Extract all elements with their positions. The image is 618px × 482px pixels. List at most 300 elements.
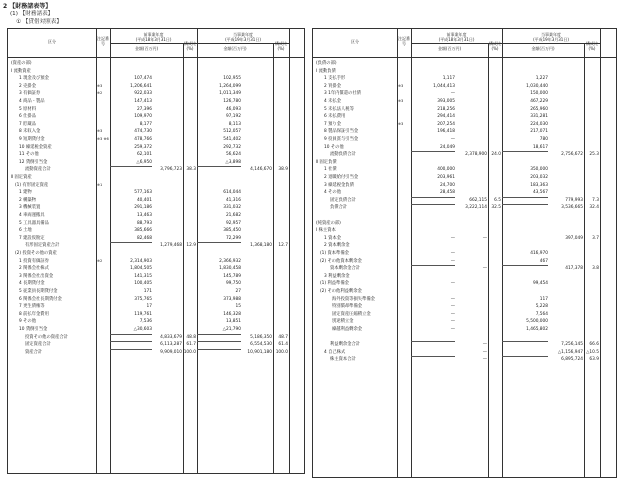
curr-detail-amount: 5,228 xyxy=(535,304,548,310)
table-row xyxy=(313,356,616,364)
row-label: 流動負債合計 xyxy=(330,152,356,158)
curr-detail-amount: 150,000 xyxy=(530,91,548,97)
prev-detail-amount: 196,418 xyxy=(437,129,455,135)
table-row xyxy=(8,121,304,129)
col-curr-date: (平成19年3月31日) xyxy=(225,37,261,42)
table-row xyxy=(8,136,304,144)
table-row xyxy=(313,250,616,258)
table-row xyxy=(8,75,304,83)
prev-detail-amount: — xyxy=(450,281,455,287)
prev-total-amount: — xyxy=(482,357,487,363)
row-label: 別途積立金 xyxy=(332,319,354,325)
table-row xyxy=(313,341,616,349)
table-row xyxy=(8,235,304,243)
curr-total-amount: 6,554,530 xyxy=(250,342,272,348)
curr-detail-amount: 541,402 xyxy=(223,137,241,142)
curr-detail-amount: 13,851 xyxy=(225,319,241,325)
curr-total-amount: 2,756,672 xyxy=(561,152,583,158)
prev-detail-amount: 40,401 xyxy=(136,197,152,203)
curr-detail-amount: 1,830,458 xyxy=(219,266,241,272)
curr-detail-amount: 203,032 xyxy=(530,175,548,180)
prev-detail-amount: 218,256 xyxy=(437,106,455,112)
curr-detail-amount: 5,500,000 xyxy=(526,319,548,325)
prev-total-amount: 3,796,723 xyxy=(160,167,182,173)
prev-detail-amount: 27,396 xyxy=(136,106,152,112)
table-row xyxy=(313,265,616,273)
curr-detail-amount: △3,898 xyxy=(225,159,241,165)
curr-detail-amount: 43,567 xyxy=(532,190,548,196)
row-label: Ⅰ 流動資産 xyxy=(11,68,31,74)
table-row xyxy=(8,258,304,266)
curr-detail-amount: 183,363 xyxy=(530,182,548,188)
row-label: 投資その他の資産合計 xyxy=(25,334,68,340)
curr-detail-amount: 92,957 xyxy=(225,220,241,226)
table-header xyxy=(313,29,616,58)
row-label: 2 関係会社株式 xyxy=(19,266,49,272)
table-row xyxy=(313,136,616,144)
prev-detail-amount: 259,372 xyxy=(134,144,152,150)
prev-ratio: 12.9 xyxy=(186,243,196,249)
prev-detail-amount: 17 xyxy=(146,304,152,310)
curr-detail-amount: 292,732 xyxy=(223,144,241,150)
curr-total-amount: △1,156,947 xyxy=(557,349,583,355)
curr-detail-amount: 467,229 xyxy=(530,99,548,104)
row-label: 3 1年内償還の社債 xyxy=(324,91,361,97)
col-note: 注記番号 xyxy=(97,36,109,46)
prev-ratio: 24.0 xyxy=(491,152,501,158)
table-row xyxy=(313,288,616,296)
table-row xyxy=(313,174,616,182)
row-label: 4 未払金 xyxy=(324,99,341,104)
row-note: ※2 xyxy=(97,91,103,96)
curr-detail-amount: 72,299 xyxy=(225,235,241,241)
table-row xyxy=(313,326,616,334)
prev-detail-amount: 207,254 xyxy=(437,121,455,127)
col-prev-date: (平成18年3月31日) xyxy=(438,37,475,42)
curr-detail-amount: 373,988 xyxy=(223,296,241,302)
row-label: 資本剰余金合計 xyxy=(330,266,361,272)
prev-detail-amount: 8,177 xyxy=(139,121,152,127)
col-prev-period: 前事業年度 xyxy=(446,32,467,37)
row-label: 4 その他 xyxy=(324,190,341,196)
financial-statements-heading: (1) 【財務諸表】 xyxy=(10,11,54,17)
curr-detail-amount: 102,955 xyxy=(223,76,241,82)
curr-detail-amount: 46,093 xyxy=(225,106,241,112)
row-label: 1 社債 xyxy=(324,167,337,173)
curr-detail-amount: 99,454 xyxy=(532,281,548,287)
prev-detail-amount: △6,950 xyxy=(136,159,152,165)
prev-total-amount: 3,222,114 xyxy=(465,205,487,211)
row-label: 固定負債合計 xyxy=(330,197,356,203)
row-label: 11 その他 xyxy=(19,152,39,158)
table-row xyxy=(8,83,304,91)
prev-detail-amount: 474,730 xyxy=(134,129,152,135)
row-label: 4 商品・製品 xyxy=(19,99,45,104)
row-label: 利益剰余金合計 xyxy=(330,342,361,348)
table-row xyxy=(313,303,616,311)
table-row xyxy=(313,159,616,167)
curr-detail-amount: 416,970 xyxy=(530,251,548,256)
prev-detail-amount: — xyxy=(450,137,455,142)
table-row xyxy=(8,197,304,205)
table-row xyxy=(313,273,616,281)
prev-detail-amount: 294,414 xyxy=(437,114,455,120)
curr-detail-amount: 7,564 xyxy=(535,311,548,317)
curr-detail-amount: 1,227 xyxy=(535,76,548,82)
row-label: 3 有価証券 xyxy=(19,91,41,97)
prev-total-amount: 2,378,900 xyxy=(465,152,487,158)
curr-ratio: 3.8 xyxy=(592,266,599,272)
col-curr-amount: 金額(百万円) xyxy=(223,46,247,51)
row-label: 8 未収入金 xyxy=(19,129,41,135)
prev-detail-amount: 203,961 xyxy=(437,175,455,180)
table-row xyxy=(8,265,304,273)
row-label: 7 建設仮勘定 xyxy=(19,235,45,241)
curr-ratio: △10.5 xyxy=(586,349,599,355)
row-label: 7 更生債権等 xyxy=(19,304,45,310)
row-label: 有形固定資産合計 xyxy=(25,243,60,249)
row-label: 5 未払法人税等 xyxy=(324,106,354,112)
curr-detail-amount: 18,617 xyxy=(532,144,548,150)
curr-total-amount: 7,256,145 xyxy=(561,342,583,348)
prev-detail-amount: 577,163 xyxy=(134,190,152,196)
table-row xyxy=(313,121,616,129)
curr-detail-amount: 1,264,099 xyxy=(219,83,241,89)
prev-detail-amount: 1,044,413 xyxy=(433,83,455,89)
curr-ratio: 7.3 xyxy=(592,197,599,203)
curr-detail-amount: 467 xyxy=(539,258,548,264)
row-label: 5 工具器具備品 xyxy=(19,220,49,226)
curr-detail-amount: 331,032 xyxy=(223,205,241,211)
row-label: 海外投資等損失準備金 xyxy=(332,296,375,302)
table-row xyxy=(8,166,304,174)
table-row xyxy=(8,189,304,197)
curr-ratio: 12.7 xyxy=(278,243,288,249)
table-row xyxy=(8,326,304,334)
curr-detail-amount: 512,057 xyxy=(223,129,241,135)
row-label: 9 その他 xyxy=(19,319,36,325)
table-row xyxy=(313,242,616,250)
row-label: (2) 投資その他の資産 xyxy=(15,251,57,256)
table-row xyxy=(313,204,616,212)
row-label: (純資産の部) xyxy=(316,220,341,226)
prev-detail-amount: 385,666 xyxy=(134,228,152,234)
row-label: 3 利益剰余金 xyxy=(324,273,350,279)
prev-detail-amount: 2,314,903 xyxy=(130,258,152,264)
table-row xyxy=(313,235,616,243)
row-label: 5 原材料 xyxy=(19,106,36,112)
row-label: 4 車両運搬具 xyxy=(19,213,45,218)
row-label: Ⅰ 株主資本 xyxy=(316,228,336,234)
row-label: 1 建物 xyxy=(19,190,32,196)
table-row xyxy=(313,98,616,106)
col-prev-amount: 金額(百万円) xyxy=(437,46,462,51)
row-label: 8 製品保証引当金 xyxy=(324,129,359,135)
curr-total-amount: 6,895,724 xyxy=(561,357,583,363)
balance-sheet-heading: ① 【貸借対照表】 xyxy=(16,19,62,25)
table-row xyxy=(8,204,304,212)
prev-ratio: 32.5 xyxy=(491,205,501,211)
prev-detail-amount: 171 xyxy=(143,289,152,294)
table-row xyxy=(313,106,616,114)
table-row xyxy=(8,212,304,220)
curr-ratio: 3.7 xyxy=(592,235,599,241)
prev-detail-amount: — xyxy=(450,258,455,264)
row-label: 株主資本合計 xyxy=(330,357,356,363)
prev-total-amount: — xyxy=(482,235,487,241)
curr-detail-amount: 97,192 xyxy=(225,114,241,120)
row-label: 資産合計 xyxy=(25,349,43,355)
table-row xyxy=(8,60,304,68)
table-row xyxy=(313,280,616,288)
prev-ratio: 48.8 xyxy=(186,334,196,340)
prev-detail-amount: 400,000 xyxy=(437,167,455,173)
row-note: ※1 xyxy=(97,182,103,187)
table-row xyxy=(313,227,616,235)
curr-detail-amount: 146,328 xyxy=(223,311,241,317)
row-label: 4 自己株式 xyxy=(324,349,346,355)
table-row xyxy=(313,220,616,228)
prev-detail-amount: 28,458 xyxy=(439,190,455,196)
curr-total-amount: 4,146,670 xyxy=(250,167,272,173)
table-row xyxy=(313,311,616,319)
row-label: 7 貯蔵品 xyxy=(19,121,36,127)
row-label: Ⅱ 固定負債 xyxy=(316,159,337,165)
prev-detail-amount: — xyxy=(450,251,455,256)
curr-total-amount: 3,536,665 xyxy=(561,205,583,211)
row-note: ※3 xyxy=(398,83,404,88)
curr-ratio: 38.9 xyxy=(278,167,288,173)
curr-detail-amount: 15 xyxy=(235,304,241,310)
table-row xyxy=(8,128,304,136)
row-label: 4 長期貸付金 xyxy=(19,281,45,287)
curr-detail-amount: 614,044 xyxy=(223,190,241,196)
curr-ratio: 48.7 xyxy=(278,334,288,340)
curr-ratio: 100.0 xyxy=(275,349,288,355)
row-label: 10 貸倒引当金 xyxy=(19,327,48,332)
prev-detail-amount: 13,463 xyxy=(136,213,152,218)
table-row xyxy=(313,113,616,121)
prev-detail-amount: 107,474 xyxy=(134,76,152,82)
prev-detail-amount: 82,468 xyxy=(136,235,152,241)
table-row xyxy=(8,288,304,296)
table-row xyxy=(8,98,304,106)
prev-total-amount: 9,909,010 xyxy=(160,349,182,355)
prev-detail-amount: 922,033 xyxy=(134,91,152,97)
row-label: 2 資本剰余金 xyxy=(324,243,350,249)
curr-detail-amount: 217,071 xyxy=(530,129,548,135)
table-row xyxy=(8,349,304,357)
row-label: (1) 資本準備金 xyxy=(320,251,349,256)
curr-total-amount: 1,368,180 xyxy=(250,243,272,249)
curr-detail-amount: 224,030 xyxy=(530,121,548,127)
col-prev-amount: 金額(百万円) xyxy=(134,46,159,51)
prev-detail-amount: 100,405 xyxy=(134,281,152,287)
curr-total-amount: 397,049 xyxy=(565,235,583,241)
curr-ratio: 25.3 xyxy=(589,152,599,158)
row-label: 6 土地 xyxy=(19,228,32,234)
prev-total-amount: 662,115 xyxy=(469,197,487,203)
row-label: 9 役員賞与引当金 xyxy=(324,137,359,142)
table-row xyxy=(8,90,304,98)
prev-detail-amount: △30,603 xyxy=(133,327,152,332)
col-note: 注記番号 xyxy=(398,36,410,46)
row-label: 1 資本金 xyxy=(324,235,341,241)
curr-total-amount: 5,186,350 xyxy=(250,334,272,340)
table-row xyxy=(8,151,304,159)
table-row xyxy=(313,349,616,357)
curr-detail-amount: △21,790 xyxy=(222,327,241,332)
table-row xyxy=(313,68,616,76)
row-label: 12 貸倒引当金 xyxy=(19,159,48,165)
row-label: (2) その他資本剰余金 xyxy=(320,258,362,264)
col-curr-period: 当事業年度 xyxy=(233,32,253,37)
row-label: 8 前払年金費用 xyxy=(19,311,49,317)
curr-detail-amount: 1,465,802 xyxy=(526,327,548,332)
row-label: Ⅱ 固定資産 xyxy=(11,175,32,180)
table-row xyxy=(313,90,616,98)
table-row xyxy=(8,250,304,258)
curr-detail-amount: 385,450 xyxy=(223,228,241,234)
prev-detail-amount: 375,765 xyxy=(134,296,152,302)
col-curr-period: 当事業年度 xyxy=(541,32,561,37)
col-category: 区分 xyxy=(48,39,56,44)
col-curr-ratio: 構成比(%) xyxy=(275,41,287,51)
prev-detail-amount: — xyxy=(450,235,455,241)
col-category: 区分 xyxy=(351,39,359,44)
row-label: 10 繰延税金資産 xyxy=(19,144,52,150)
curr-detail-amount: 27 xyxy=(235,289,241,294)
prev-detail-amount: 7,536 xyxy=(139,319,152,325)
prev-detail-amount: — xyxy=(450,311,455,317)
curr-ratio: 61.4 xyxy=(278,342,288,348)
table-row xyxy=(8,159,304,167)
table-row xyxy=(313,166,616,174)
curr-detail-amount: 145,789 xyxy=(223,273,241,279)
prev-total-amount: 6,113,287 xyxy=(160,342,182,348)
row-label: Ⅰ 流動負債 xyxy=(316,68,336,74)
curr-detail-amount: 126,780 xyxy=(223,99,241,104)
row-label: 2 買掛金 xyxy=(324,83,341,89)
row-label: 2 退職給付引当金 xyxy=(324,175,359,180)
row-note: ※3 xyxy=(97,83,103,88)
curr-ratio: 66.6 xyxy=(589,342,599,348)
table-row xyxy=(8,227,304,235)
prev-detail-amount: 24,700 xyxy=(439,182,455,188)
curr-detail-amount: 41,316 xyxy=(225,197,241,203)
curr-detail-amount: 331,281 xyxy=(530,114,548,120)
table-row xyxy=(313,75,616,83)
table-row xyxy=(313,189,616,197)
row-label: (1) 有形固定資産 xyxy=(15,182,49,188)
curr-detail-amount: 56,624 xyxy=(225,152,241,158)
row-note: ※3 xyxy=(398,121,404,126)
table-row xyxy=(313,182,616,190)
prev-detail-amount: 141,315 xyxy=(134,273,152,279)
prev-detail-amount: 24,049 xyxy=(439,144,455,150)
table-row xyxy=(8,68,304,76)
col-curr-ratio: 構成比(%) xyxy=(586,41,598,51)
prev-detail-amount: 119,761 xyxy=(134,311,152,317)
table-row xyxy=(8,273,304,281)
row-label: 繰越利益剰余金 xyxy=(332,327,363,332)
table-row xyxy=(313,212,616,220)
prev-total-amount: — xyxy=(482,342,487,348)
prev-ratio: 100.0 xyxy=(183,349,196,355)
table-row xyxy=(8,242,304,250)
row-label: 3 機械装置 xyxy=(19,205,41,211)
table-row xyxy=(8,174,304,182)
table-row xyxy=(313,83,616,91)
row-label: 負債合計 xyxy=(330,205,348,211)
curr-detail-amount: 21,682 xyxy=(225,213,241,218)
prev-detail-amount: — xyxy=(450,304,455,310)
prev-detail-amount: 88,793 xyxy=(136,220,152,226)
col-curr-amount: 金額(百万円) xyxy=(531,46,555,51)
row-label: 固定資産合計 xyxy=(25,342,51,348)
row-note: ※3 ※6 xyxy=(97,137,109,141)
row-label: (2) その他利益剰余金 xyxy=(320,289,362,294)
curr-total-amount: 779,993 xyxy=(565,197,583,203)
row-label: (負債の部) xyxy=(316,61,337,66)
curr-detail-amount: 2,366,932 xyxy=(219,258,241,264)
prev-total-amount: — xyxy=(482,266,487,272)
table-row xyxy=(8,113,304,121)
liabilities-table xyxy=(312,28,617,478)
row-label: (資産の部) xyxy=(11,61,32,66)
table-row xyxy=(313,128,616,136)
table-row xyxy=(313,144,616,152)
col-prev-date: (平成18年3月31日) xyxy=(135,37,172,42)
table-row xyxy=(313,296,616,304)
curr-total-amount: 10,901,180 xyxy=(247,349,272,355)
curr-detail-amount: 350,000 xyxy=(530,167,548,173)
row-label: 2 売掛金 xyxy=(19,83,36,89)
table-row xyxy=(8,311,304,319)
prev-detail-amount: 478,766 xyxy=(134,137,152,142)
table-row xyxy=(8,220,304,228)
prev-total-amount: 4,833,679 xyxy=(160,334,182,340)
table-row xyxy=(8,280,304,288)
row-label: 1 投資有価証券 xyxy=(19,258,49,264)
col-prev-ratio: 構成比(%) xyxy=(184,41,196,51)
row-label: 3 関係会社出資金 xyxy=(19,273,54,279)
prev-detail-amount: — xyxy=(450,319,455,325)
prev-detail-amount: 1,206,641 xyxy=(130,83,152,89)
curr-total-amount: 417,378 xyxy=(565,266,583,272)
row-label: 5 従業員長期貸付金 xyxy=(19,289,58,294)
table-row xyxy=(8,144,304,152)
prev-ratio: 38.3 xyxy=(186,167,196,173)
table-row xyxy=(8,296,304,304)
prev-detail-amount: 147,413 xyxy=(134,99,152,104)
section-heading: 2 【財務諸表等】 xyxy=(3,3,52,10)
prev-detail-amount: — xyxy=(450,91,455,97)
prev-total-amount: 1,279,468 xyxy=(160,243,182,249)
table-row xyxy=(313,197,616,205)
prev-ratio: 61.7 xyxy=(186,342,196,348)
table-row xyxy=(313,318,616,326)
row-note: ※3 xyxy=(97,129,103,134)
assets-table xyxy=(7,28,305,474)
row-note: ※3 xyxy=(398,99,404,103)
table-row xyxy=(8,318,304,326)
table-row xyxy=(8,334,304,342)
table-row xyxy=(313,60,616,68)
prev-detail-amount: — xyxy=(450,327,455,332)
row-label: 3 繰延税金負債 xyxy=(324,182,354,188)
table-row xyxy=(8,341,304,349)
